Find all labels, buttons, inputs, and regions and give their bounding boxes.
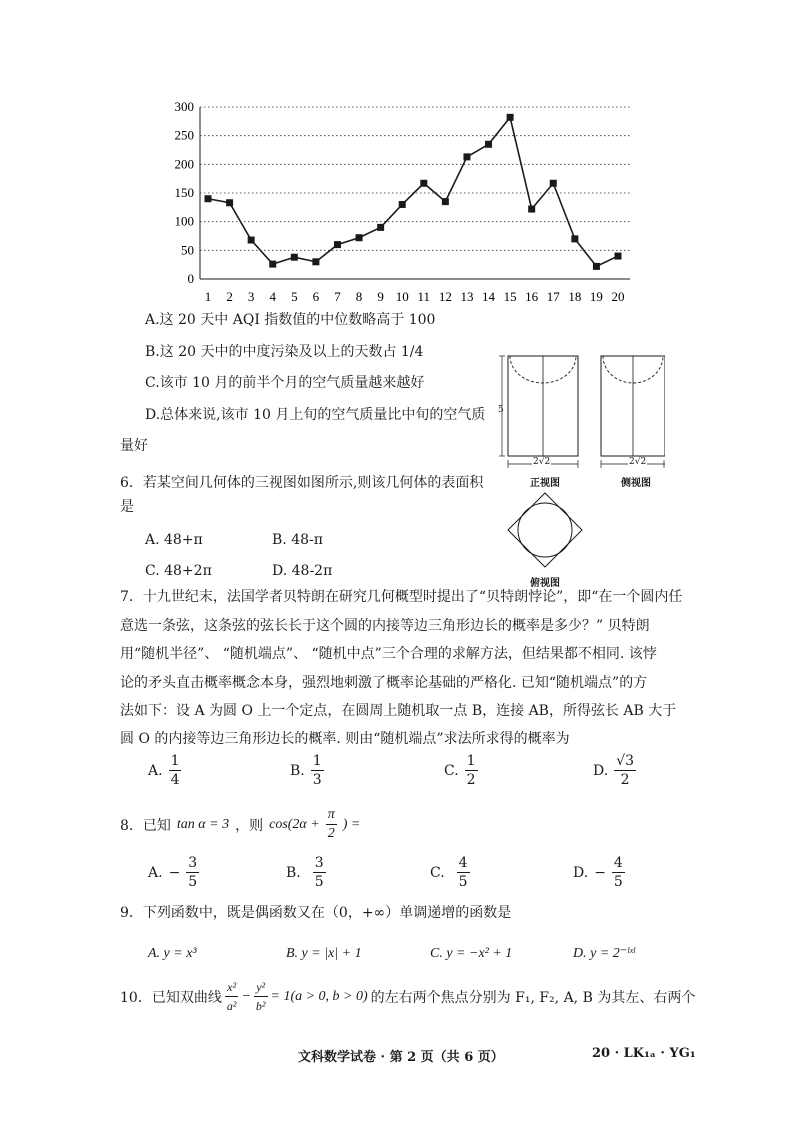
x-tick-label: 8 [355,289,363,304]
x-tick-label: 6 [312,289,320,304]
y-tick-label: 50 [181,242,194,258]
q7-line1: 7．十九世纪末，法国学者贝特朗在研究几何概型时提出了“贝特朗悖论”，即“在一个圆内任 [120,589,683,605]
data-point [377,224,384,231]
q7-line2: 意选一条弦，这条弦的弦长长于这个圆的内接等边三角形边长的概率是多少？” 贝特朗 [120,618,650,634]
q7-option-c: C. $\frac{1}{2}$ [444,753,476,788]
q7-line5: 法如下：设 A 为圆 O 上一个定点，在圆周上随机取一点 B，连接 AB，所得弦长 AB 大于 [120,703,677,719]
y-tick-label: 0 [187,271,194,286]
front-view-height-label: 5 [498,405,504,415]
data-point [571,235,578,242]
chart-grid [200,107,630,250]
front-view-width-label: 2√2 [533,457,551,467]
top-view [508,493,582,567]
data-point [334,241,341,248]
x-tick-label: 9 [377,289,384,304]
footer-page-info: 文科数学试卷 · 第 2 页（共 6 页） [298,1050,504,1065]
q9-option-d: D. y = 2⁻ˡˣˡ [573,946,635,961]
q7-line4: 论的矛头直击概率概念本身，强烈地刺激了概率论基础的严格化. 已知“随机端点”的方 [120,675,648,691]
data-point [399,201,406,208]
data-point [269,261,276,268]
q5-option-a: A.这 20 天中 AQI 指数值的中位数略高于 100 [145,312,436,328]
side-view-caption: 侧视图 [621,478,651,489]
q7-line3: 用“随机半径”、 “随机端点”、 “随机中点”三个合理的求解方法，但结果都不相同. 该悖 [120,646,657,662]
q6-option-a: A. 48+π [145,532,203,548]
aqi-line-chart [160,95,640,325]
q5-option-d-cont: 量好 [120,438,148,454]
q5-option-b: B.这 20 天中的中度污染及以上的天数占 1/4 [145,344,424,360]
q5-option-c: C.该市 10 月的前半个月的空气质量越来越好 [145,375,425,391]
q8-stem: 8．已知 tan α = 3 ，则 cos(2α + $\frac{\pi}{2}$ ) = [120,807,361,841]
q8-option-b: B. $\frac{3}{5}$ [286,855,324,890]
x-tick-label: 11 [417,289,431,304]
q6-option-c: C. 48+2π [145,563,212,579]
data-point [550,180,557,187]
x-tick-label: 18 [568,289,582,304]
x-tick-label: 13 [460,289,474,304]
q8-option-d: D. − $\frac{4}{5}$ [573,855,623,890]
chart-y-axis [175,99,201,286]
q6-stem-line2: 是 [120,499,134,515]
y-tick-label: 300 [174,99,194,114]
x-tick-label: 15 [503,289,517,304]
top-view-caption: 俯视图 [530,578,560,589]
data-point [420,180,427,187]
data-point [312,258,319,265]
x-tick-label: 12 [438,289,452,304]
front-view [499,356,578,468]
data-point [248,237,255,244]
q6-option-d: D. 48-2π [272,563,333,579]
q7-option-d: D. $\frac{√3}{2}$ [593,753,635,788]
data-point [593,263,600,270]
data-point [485,141,492,148]
q7-option-b: B. $\frac{1}{3}$ [290,753,322,788]
q10-stem: 10．已知双曲线 $\frac{\text{x²}}{\text{a²}}$ − $\frac{\text{y²}}{\text{b²}}$ = 1(a > 0, b > 0) 的左右两个焦点分别为 F₁, F₂, A, B 为其左、右两个 [120,980,696,1013]
aqi-series-line [208,117,618,266]
y-tick-label: 150 [174,185,194,200]
q6-stem-line1: 6．若某空间几何体的三视图如图所示,则该几何体的表面积 [120,475,484,491]
x-tick-label: 10 [395,289,409,304]
x-tick-label: 3 [247,289,255,304]
data-point [291,254,298,261]
q9-stem: 9．下列函数中，既是偶函数又在（0，+∞）单调递增的函数是 [120,905,512,921]
q9-option-b: B. y = |x| + 1 [286,946,362,961]
x-tick-label: 19 [589,289,603,304]
q8-option-c: C. $\frac{4}{5}$ [430,855,468,890]
side-view-width-label: 2√2 [629,457,647,467]
q5-option-d: D.总体来说,该市 10 月上旬的空气质量比中旬的空气质 [145,407,486,423]
data-point [528,206,535,213]
q7-option-a: A. $\frac{1}{4}$ [148,753,180,788]
front-view-caption: 正视图 [530,478,560,489]
q8-option-a: A. − $\frac{3}{5}$ [148,855,198,890]
data-point [442,198,449,205]
y-tick-label: 250 [174,127,194,143]
x-tick-label: 17 [546,289,560,304]
x-tick-label: 4 [269,289,276,304]
x-tick-label: 2 [226,289,233,304]
data-point [615,253,622,260]
data-point [463,153,470,160]
data-point [356,234,363,241]
x-tick-label: 1 [204,289,212,304]
q9-option-a: A. y = x³ [148,946,197,961]
x-tick-label: 20 [611,289,625,304]
x-tick-label: 7 [334,289,341,304]
q7-line6: 圆 O 的内接等边三角形边长的概率. 则由“随机端点”求法所求得的概率为 [120,731,570,747]
q6-option-b: B. 48-π [272,532,323,548]
y-tick-label: 100 [174,213,194,229]
q9-option-c: C. y = −x² + 1 [430,946,513,961]
chart-x-axis [200,279,630,304]
data-point [205,195,212,202]
footer-code: 20 · LK₁ₐ · YG₁ [592,1046,696,1061]
x-tick-label: 16 [525,289,539,304]
x-tick-label: 5 [291,289,298,304]
data-point [507,114,514,121]
x-tick-label: 14 [482,289,496,304]
data-point [226,199,233,206]
side-view [601,356,665,468]
y-tick-label: 200 [174,156,194,172]
